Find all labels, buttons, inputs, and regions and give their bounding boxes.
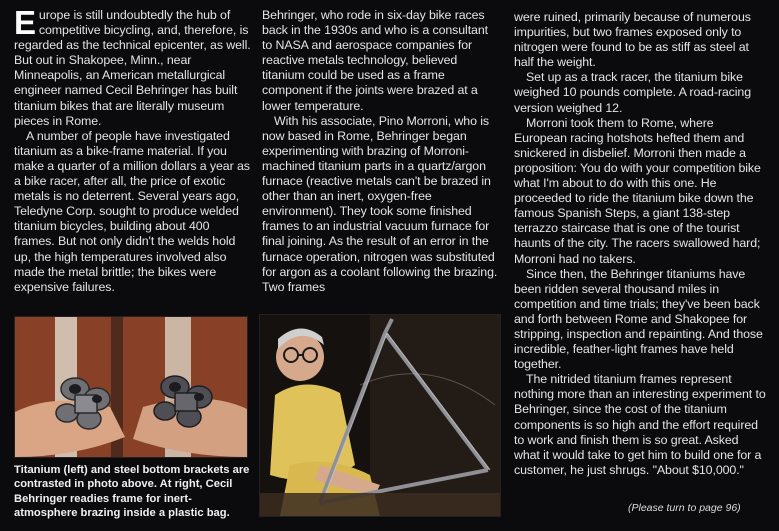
paragraph-spanish-steps: Morroni took them to Rome, where European racing hotshots hefted them and snickered in disbelief. Morroni then made a proposition: You do with your competition bike what I'm about to do with this one. He proceeded to ride the titanium bike down the famous Spanish Steps, a giant 138-step terrazzo staircase that is one of the tourist haunts of the city. The racers swallowed hard; Morroni had no takers. xyxy=(514,115,761,266)
drop-cap: E xyxy=(14,4,36,41)
article-column-3 xyxy=(514,10,766,478)
bottom-brackets-illustration xyxy=(15,317,247,457)
paragraph-titanium-history: A number of people have investigated titanium as a bike-frame material. If you make a quarter of a million dollars a year as a bike racer, after all, the price of exotic metals is no deterrent. Several years ago, Teledyne Corp. sought to produce welded titanium bicycles, building about 400 frames. But not only didn't the welds hold up, the high temperatures involved also made the metal brittle; the bikes were expensive failures. xyxy=(14,128,250,294)
continued-on-page-note: (Please turn to page 96) xyxy=(628,502,741,514)
photo-caption: Titanium (left) and steel bottom brackets are contrasted in photo above. At right, Cecil Behringer readies frame for inert-atmosphere brazing inside a plastic bag. xyxy=(14,464,250,519)
paragraph-weight: Set up as a track racer, the titanium bike weighed 10 pounds complete. A road-racing version weighed 12. xyxy=(514,70,751,115)
paragraph-ruined-frames: were ruined, primarily because of numerous impurities, but two frames exposed only to nitrogen were found to be as stiff as steel at half the weight. xyxy=(514,10,751,70)
bottom-brackets-photo xyxy=(14,316,248,458)
paragraph-cost: The nitrided titanium frames represent nothing more than an interesting experiment to Behringer, since the cost of the titanium components is so high and the effort required to work and finish them is so great. Asked what it would take to get him to build one for a customer, he just shrugs. "About $10,000." xyxy=(514,372,766,477)
paragraph-morroni-experiment: With his associate, Pino Morroni, who is now based in Rome, Behringer began experimenting with brazing of Morroni-machined titanium parts in a quartz/argon furnace (reactive metals can't be brazed in other than an inert, oxygen-free environment). They took some finished frames to an industrial vacuum furnace for final joining. As the result of an error in the furnace operation, nitrogen was substituted for argon as a coolant following the brazing. Two frames xyxy=(262,113,498,294)
paragraph-behringer-background: Behringer, who rode in six-day bike races back in the 1930s and who is a consultant to NASA and aerospace companies for reactive metals technology, believed titanium could be used as a frame component if the joints were brazed at a lower temperature. xyxy=(262,8,488,113)
paragraph-intro xyxy=(14,4,252,129)
paragraph-miles-ridden: Since then, the Behringer titaniums have been ridden several thousand miles in competition and time trials; they've been back and forth between Rome and Shakopee for stripping, inspection and repainting. And those incredible, feather-light frames have held together. xyxy=(514,266,763,372)
article-column-2 xyxy=(262,8,498,295)
article-column-1 xyxy=(14,4,252,295)
paragraph-intro-text: urope is still undoubtedly the hub of competitive bicycling, and, therefore, is regarded as the technical epicenter, as well. But out in Shakopee, Minn., near Minneapolis, an American metallurgical engineer named Cecil Behringer has built titanium bikes that are literally museum pieces in Rome. xyxy=(14,8,251,128)
behringer-brazing-photo xyxy=(259,314,501,517)
behringer-frame-illustration xyxy=(260,315,500,516)
